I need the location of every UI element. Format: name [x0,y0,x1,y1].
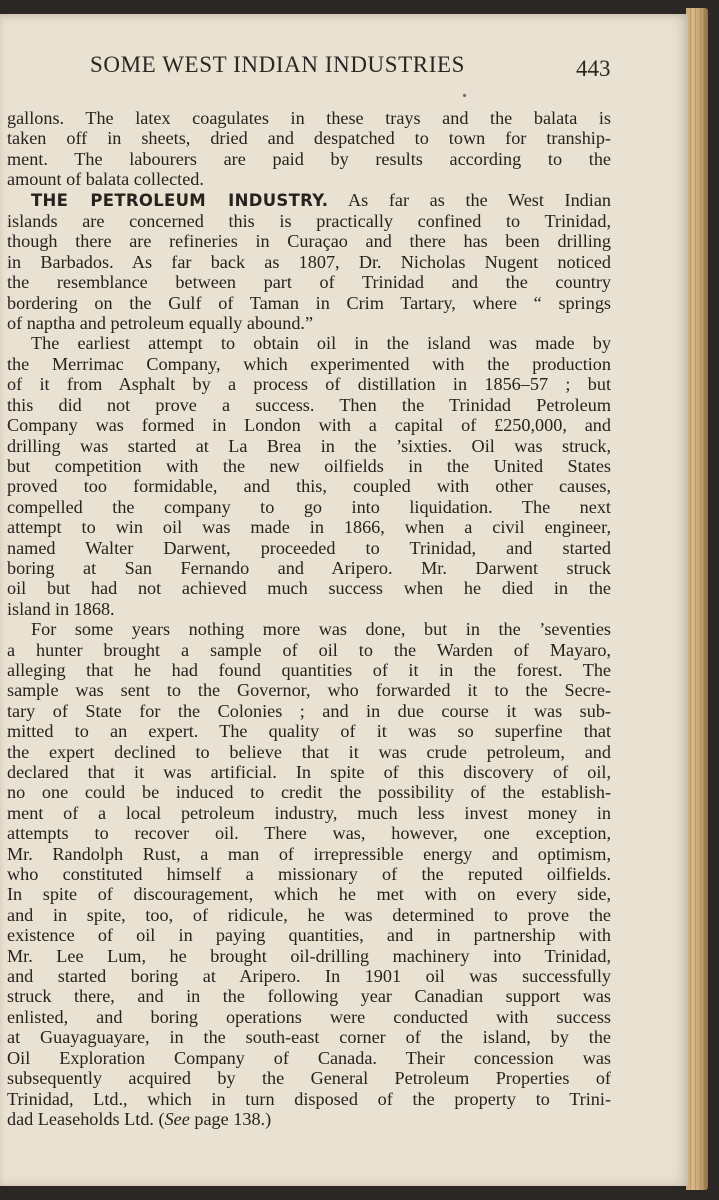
text-line [7,1109,611,1129]
text-line: attempt to win oil was made in 1866, when a civil engineer, [7,517,611,538]
text-line: the resemblance between part of Trinidad and the country [7,272,611,293]
body-text [7,108,611,1129]
text-line: taken off in sheets, dried and despatched to town for tranship- [7,128,611,149]
text-line: ment of a local petroleum industry, much less invest money in [7,802,611,823]
paragraph-seventies [7,619,611,1129]
text-line: oil but had not achieved much success when he died in the [7,578,611,599]
text-line: Mr. Lee Lum, he brought oil-drilling machinery into Trinidad, [7,945,611,966]
text-line: Trinidad, Ltd., which in turn disposed of the property to Trini- [7,1088,611,1109]
text-line: the Merrimac Company, which experimented with the production [7,353,611,374]
text-line: In spite of discouragement, which he met with on every side, [7,884,611,905]
text-line: enlisted, and boring operations were conducted with success [7,1006,611,1027]
text-line: struck there, and in the following year Canadian support was [7,986,611,1007]
paragraph-petroleum-intro [7,190,611,334]
text-line: attempts to recover oil. There was, however, one exception, [7,823,611,844]
final-line-start: dad Leaseholds Ltd. ( [7,1108,165,1129]
text-line: who constituted himself a missionary of the reputed oilfields. [7,864,611,885]
text-line: and started boring at Aripero. In 1901 oil was successfully [7,966,611,987]
text-line: gallons. The latex coagulates in these trays and the balata is [7,108,611,128]
text-line: the expert declined to believe that it was crude petroleum, and [7,741,611,762]
page-edge [686,8,708,1190]
text-line: compelled the company to go into liquidation. The next [7,496,611,517]
text-line: at Guayaguayare, in the south-east corner of the island, by the [7,1027,611,1048]
text-line: islands are concerned this is practically confined to Trinidad, [7,211,611,232]
text-line: boring at San Fernando and Aripero. Mr. Darwent struck [7,557,611,578]
text-line: a hunter brought a sample of oil to the Warden of Mayaro, [7,639,611,660]
text-line: this did not prove a success. Then the Trinidad Petroleum [7,394,611,415]
text-line: drilling was started at La Brea in the ’sixties. Oil was struck, [7,435,611,456]
text-line: sample was sent to the Governor, who forwarded it to the Secre- [7,680,611,701]
text-line: no one could be induced to credit the possibility of the establish- [7,782,611,803]
text-line: The earliest attempt to obtain oil in the island was made by [31,333,611,354]
text-line: of it from Asphalt by a process of distillation in 1856–57 ; but [7,374,611,395]
text-line: Company was formed in London with a capital of £250,000, and [7,415,611,436]
text-line: bordering on the Gulf of Taman in Crim Tartary, where “ springs [7,292,611,313]
text-line: ment. The labourers are paid by results according to the [7,148,611,169]
text-line: of naptha and petroleum equally abound.” [7,313,314,334]
text-line: in Barbados. As far back as 1807, Dr. Nicholas Nugent noticed [7,251,611,272]
text-line: amount of balata collected. [7,169,204,190]
text-line: and in spite, too, of ridicule, he was determined to prove the [7,904,611,925]
book-page [0,14,688,1186]
text-line: mitted to an expert. The quality of it was so superfine that [7,721,611,742]
text-line: island in 1868. [7,598,115,619]
final-line-end: page 138.) [189,1108,272,1129]
text-line: but competition with the new oilfields in the United States [7,455,611,476]
text-line: proved too formidable, and this, coupled with other causes, [7,476,611,497]
text-line [7,190,611,211]
print-speck [463,94,466,97]
text-line: Oil Exploration Company of Canada. Their concession was [7,1047,611,1068]
text-line: declared that it was artificial. In spite of this discovery of oil, [7,762,611,782]
text-line: Mr. Randolph Rust, a man of irrepressible energy and optimism, [7,843,611,864]
heading-continuation: As far as the West Indian [328,189,611,210]
text-line: subsequently acquired by the General Petroleum Properties of [7,1068,611,1089]
page-number: 443 [576,56,611,81]
text-line: existence of oil in paying quantities, and in partnership with [7,925,611,946]
running-title: SOME WEST INDIAN INDUSTRIES [90,52,466,77]
text-line: tary of State for the Colonies ; and in due course it was sub- [7,700,611,721]
text-line: named Walter Darwent, proceeded to Trinidad, and started [7,537,611,558]
paragraph-balata [7,108,611,190]
text-line: though there are refineries in Curaçao and there has been drilling [7,231,611,252]
section-heading: THE PETROLEUM INDUSTRY. [31,190,329,210]
text-line: alleging that he had found quantities of it in the forest. The [7,659,611,680]
paragraph-earliest-attempt [7,333,611,619]
see-reference: See [164,1108,190,1129]
text-line: For some years nothing more was done, but in the ’seventies [31,619,611,640]
